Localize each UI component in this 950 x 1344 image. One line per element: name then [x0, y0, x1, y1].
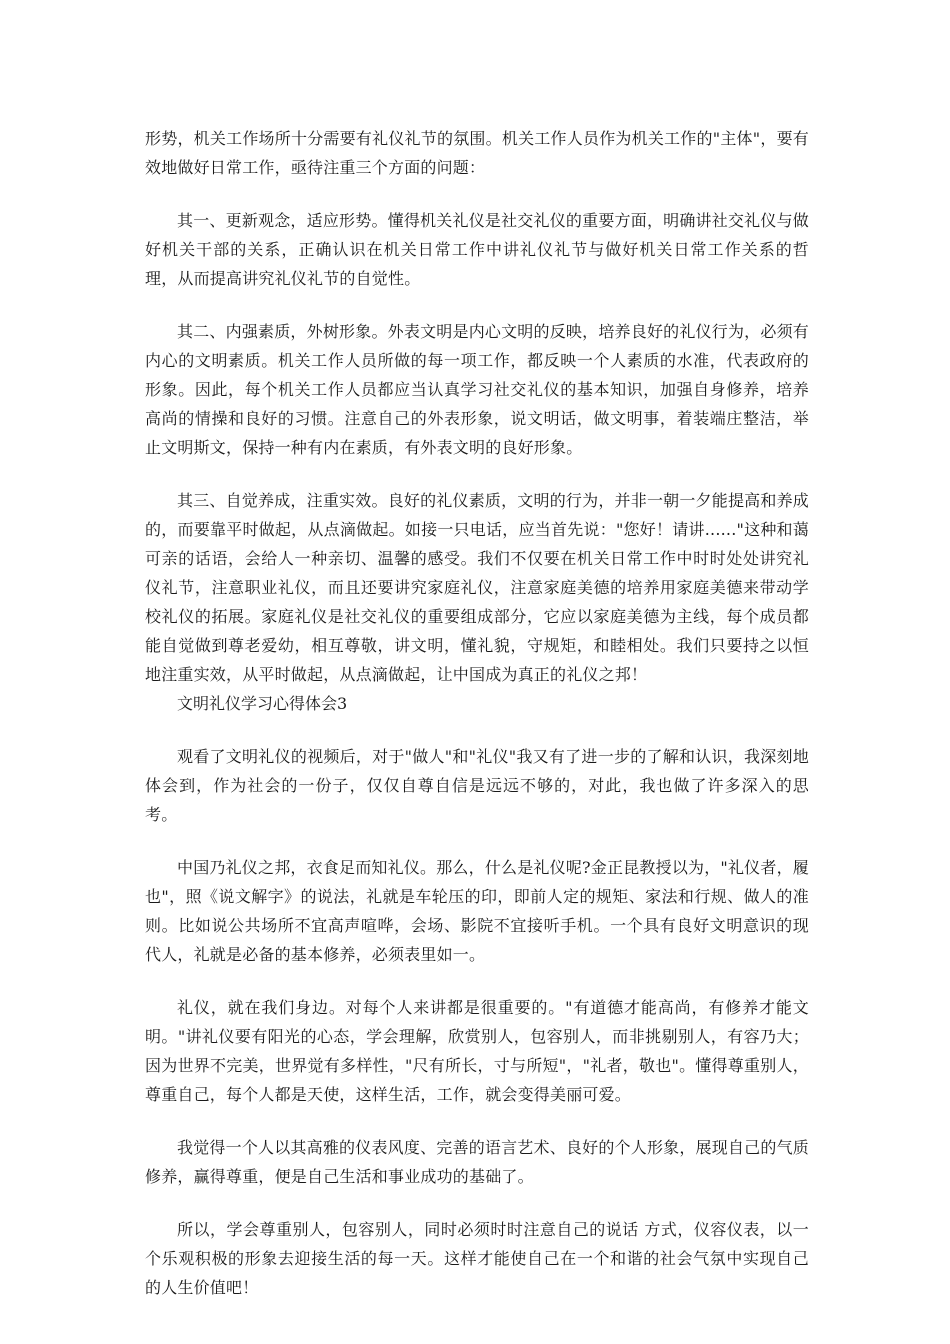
section-heading: 文明礼仪学习心得体会3 — [177, 694, 348, 713]
paragraph-intro: 形势，机关工作场所十分需要有礼仪礼节的氛围。机关工作人员作为机关工作的"主体"，要有效地做好日常工作，亟待注重三个方面的问题： — [145, 129, 809, 177]
paragraph-gap — [145, 1191, 809, 1215]
paragraph-point-two: 其二、内强素质，外树形象。外表文明是内心文明的反映，培养良好的礼仪行为，必须有内心的文明素质。机关工作人员所做的每一项工作，都反映一个人素质的水准，代表政府的形象。因此，每个机关工作人员都应当认真学习社交礼仪的基本知识，加强自身修养，培养高尚的情操和良好的习惯。注意自己的外表形象，说文明话，做文明事，着装端庄整洁，举止文明斯文，保持一种有内在素质，有外表文明的良好形象。 — [145, 322, 809, 457]
paragraph-etiquette-definition: 中国乃礼仪之邦，衣食足而知礼仪。那么，什么是礼仪呢?金正昆教授以为，"礼仪者，履也"，照《说文解字》的说法，礼就是车轮压的印，即前人定的规矩、家法和行规、做人的准则。比如说公共场所不宜高声喧哗，会场、影院不宜接听手机。一个具有良好文明意识的现代人，礼就是必备的基本修养，必须表里如一。 — [145, 858, 809, 964]
paragraph-conclusion: 所以，学会尊重别人，包容别人，同时必须时时注意自己的说话 方式，仪容仪表，以一个乐观积极的形象去迎接生活的每一天。这样才能使自己在一个和谐的社会气氛中实现自己的人生价值吧！ — [145, 1220, 809, 1297]
paragraph-point-one: 其一、更新观念，适应形势。懂得机关礼仪是社交礼仪的重要方面，明确讲社交礼仪与做好机关干部的关系，正确认识在机关日常工作中讲礼仪礼节与做好机关日常工作关系的哲理，从而提高讲究礼仪礼节的自觉性。 — [145, 211, 809, 288]
paragraph-personal-image: 我觉得一个人以其高雅的仪表风度、完善的语言艺术、良好的个人形象，展现自己的气质修养，赢得尊重，便是自己生活和事业成功的基础了。 — [145, 1138, 809, 1186]
paragraph-gap — [145, 182, 809, 206]
document-page — [145, 124, 809, 1302]
paragraph-video-reflection: 观看了文明礼仪的视频后，对于"做人"和"礼仪"我又有了进一步的了解和认识，我深刻地体会到，作为社会的一份子，仅仅自尊自信是远远不够的，对此，我也做了许多深入的思考。 — [145, 747, 809, 824]
paragraph-gap — [145, 293, 809, 317]
paragraph-point-three: 其三、自觉养成，注重实效。良好的礼仪素质，文明的行为，并非一朝一夕能提高和养成的，而要靠平时做起，从点滴做起。如接一只电话，应当首先说："您好！请讲......"这种和蔼可亲的话语，会给人一种亲切、温馨的感受。我们不仅要在机关日常工作中时时处处讲究礼仪礼节，注意职业礼仪，而且还要讲究家庭礼仪，注意家庭美德的培养用家庭美德来带动学校礼仪的拓展。家庭礼仪是社交礼仪的重要组成部分，它应以家庭美德为主线，每个成员都能自觉做到尊老爱幼，相互尊敬，讲文明，懂礼貌，守规矩，和睦相处。我们只要持之以恒地注重实效，从平时做起，从点滴做起，让中国成为真正的礼仪之邦！ — [145, 491, 809, 684]
paragraph-gap — [145, 718, 809, 742]
paragraph-gap — [145, 1109, 809, 1133]
paragraph-gap — [145, 829, 809, 853]
paragraph-gap — [145, 969, 809, 993]
paragraph-gap — [145, 462, 809, 486]
paragraph-etiquette-nearby: 礼仪，就在我们身边。对每个人来讲都是很重要的。"有道德才能高尚，有修养才能文明。"讲礼仪要有阳光的心态，学会理解，欣赏别人，包容别人，而非挑剔别人，有容乃大；因为世界不完美，世界觉有多样性，"尺有所长，寸与所短"，"礼者，敬也"。懂得尊重别人，尊重自己，每个人都是天使，这样生活，工作，就会变得美丽可爱。 — [145, 998, 809, 1104]
